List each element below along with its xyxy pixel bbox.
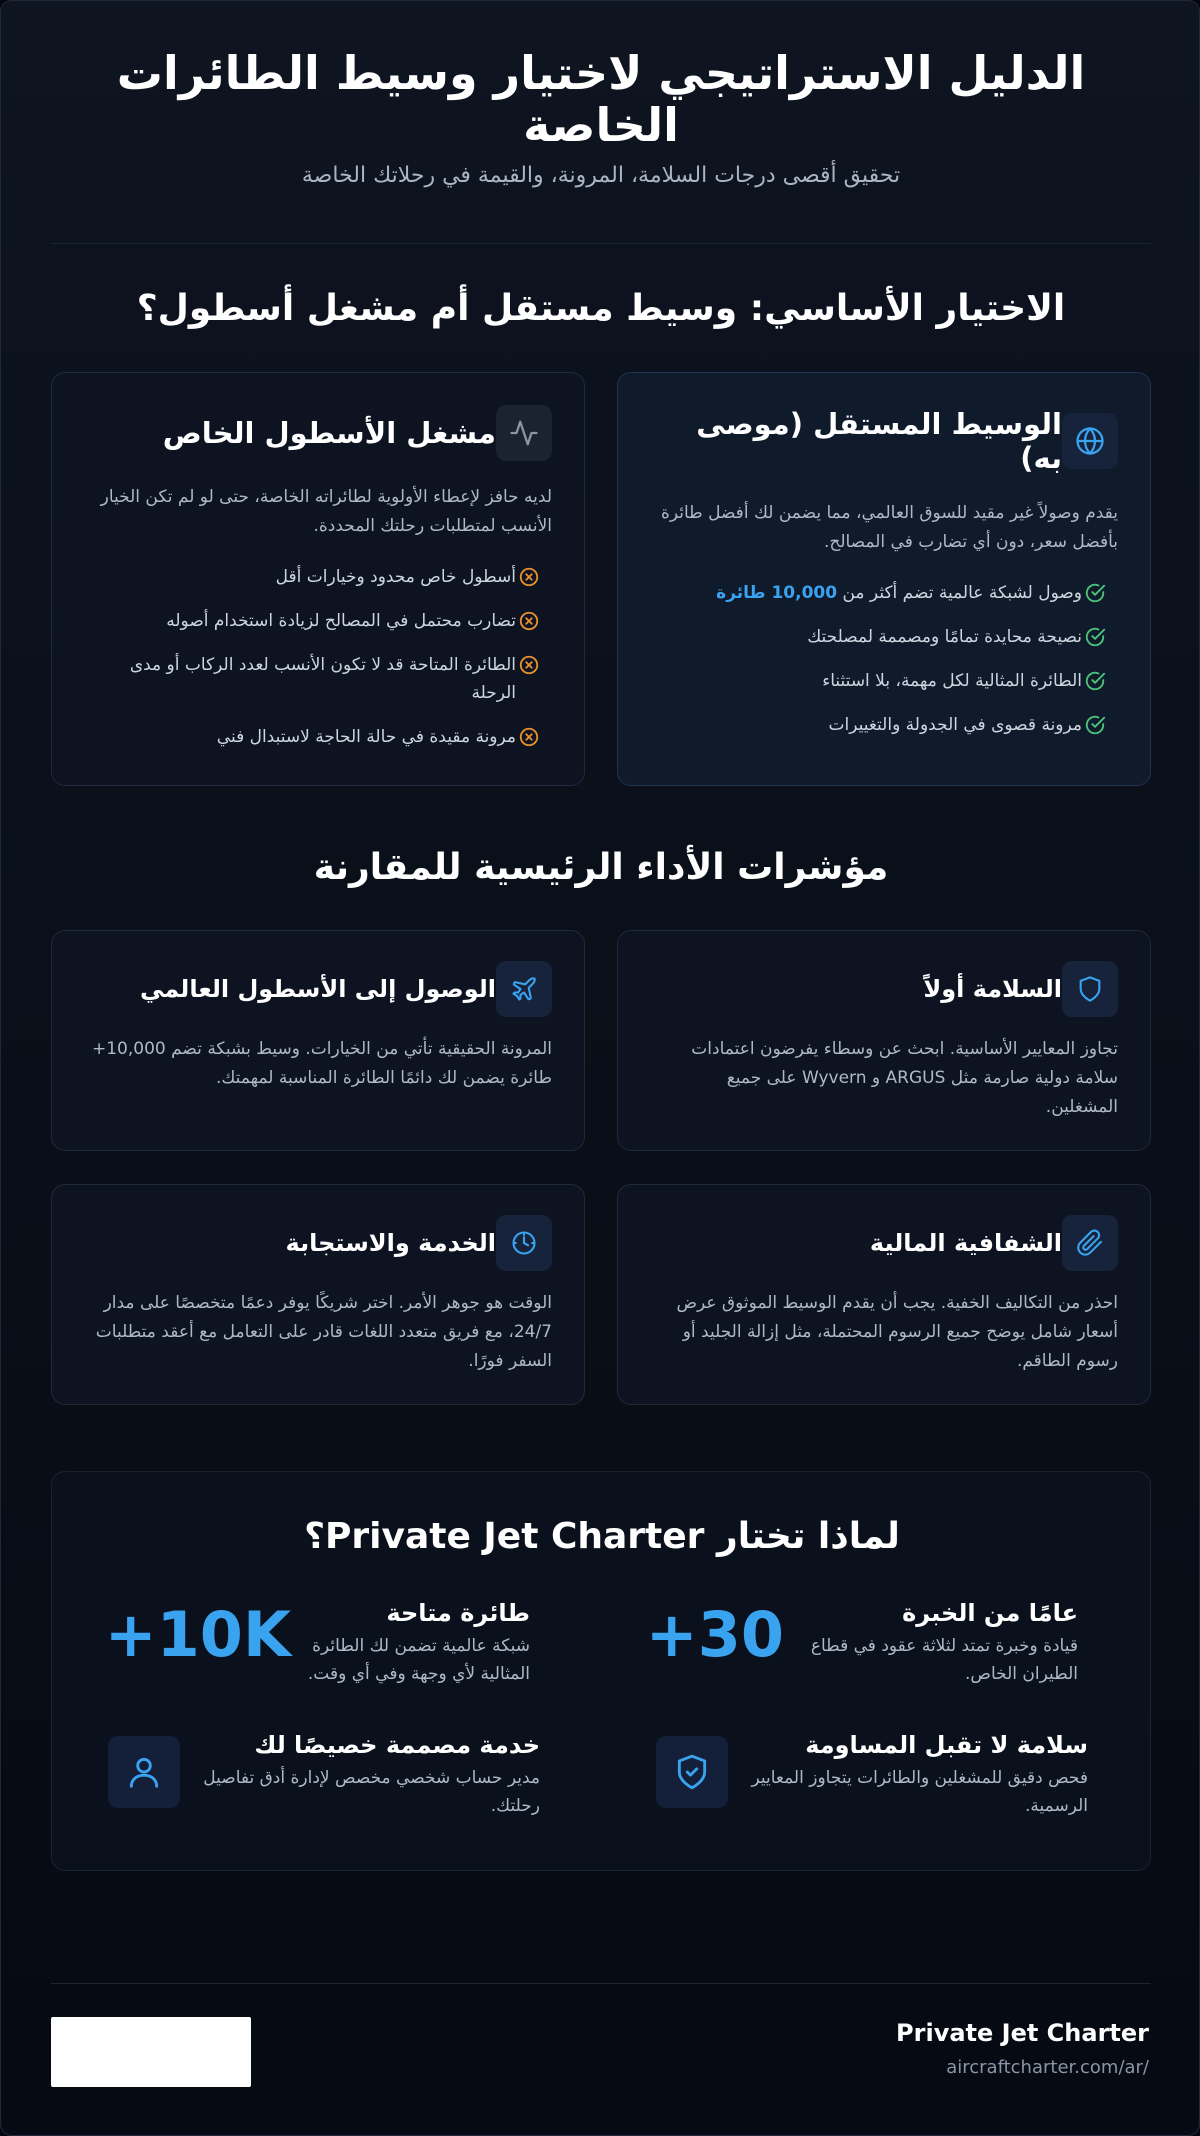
list-item: نصيحة محايدة تمامًا ومصممة لمصلحتك [650, 623, 1108, 651]
kpi-access-description: المرونة الحقيقية تأتي من الخيارات. وسيط بشبكة تضم 10,000+ طائرة يضمن لك دائمًا الطائرة المناسبة لمهمتك. [91, 1039, 552, 1088]
kpi-transparency-card [617, 1184, 1151, 1405]
kpi-safety-description: تجاوز المعايير الأساسية. ابحث عن وسطاء يفرضون اعتمادات سلامة دولية صارمة مثل ARGUS و Wyvern على جميع المشغلين. [691, 1039, 1118, 1117]
fleet-size-highlight: 10,000 طائرة [716, 583, 838, 603]
stat-fleet-value: +10K [104, 1598, 291, 1671]
kpi-service-title: الخدمة والاستجابة [285, 1229, 496, 1257]
page-title: الدليل الاستراتيجي لاختيار وسيط الطائرات الخاصة [116, 46, 1086, 152]
broker-features [650, 579, 1108, 755]
check-icon [1082, 711, 1108, 739]
kpi-service-card [51, 1184, 585, 1405]
stat-experience-label: عامًا من الخبرة [902, 1599, 1078, 1627]
kpi-transparency-title: الشفافية المالية [869, 1229, 1062, 1257]
kpi-transparency-description: احذر من التكاليف الخفية. يجب أن يقدم الوسيط الموثوق عرض أسعار شامل يوضح جميع الرسوم المحتملة، مثل إزالة الجليد أو رسوم الطاقم. [676, 1293, 1118, 1371]
list-item: وصول لشبكة عالمية تضم أكثر من 10,000 طائرة [650, 579, 1108, 607]
stat-service [108, 1730, 540, 1820]
check-icon [1082, 579, 1108, 607]
list-item: تضارب محتمل في المصالح لزيادة استخدام أصوله [84, 607, 542, 635]
kpi-safety-card [617, 930, 1151, 1151]
stat-experience [646, 1598, 1078, 1688]
operator-card-description: لديه حافز لإعطاء الأولوية لطائراته الخاصة، حتى لو لم تكن الخيار الأنسب لمتطلبات رحلتك المحددة. [100, 487, 552, 536]
stat-fleet-sub: شبكة عالمية تضمن لك الطائرة المثالية لأي وجهة وفي أي وقت. [307, 1636, 530, 1684]
footer-brand: Private Jet Charter [896, 2019, 1149, 2047]
list-item: مرونة مقيدة في حالة الحاجة لاستبدال فني [84, 723, 542, 751]
stat-safety-sub: فحص دقيق للمشغلين والطائرات يتجاوز المعايير الرسمية. [751, 1768, 1088, 1816]
paperclip-icon [1062, 1215, 1118, 1271]
cross-icon [516, 723, 542, 751]
broker-card-title: الوسيط المستقل (موصى به) [696, 407, 1062, 475]
plane-icon [496, 961, 552, 1017]
operator-card-title: مشغل الأسطول الخاص [162, 416, 496, 450]
broker-card [617, 372, 1151, 786]
globe-icon [1062, 413, 1118, 469]
footer-logo[interactable] [51, 2017, 251, 2087]
kpi-access-title: الوصول إلى الأسطول العالمي [139, 975, 496, 1003]
footer-divider [51, 1983, 1151, 1984]
stat-safety [656, 1730, 1088, 1820]
clock-icon [496, 1215, 552, 1271]
list-item: الطائرة المثالية لكل مهمة، بلا استثناء [650, 667, 1108, 695]
stat-safety-label: سلامة لا تقبل المساومة [805, 1731, 1088, 1759]
stat-experience-value: +30 [645, 1598, 784, 1671]
cross-icon [516, 651, 542, 679]
list-item: مرونة قصوى في الجدولة والتغييرات [650, 711, 1108, 739]
activity-icon [496, 405, 552, 461]
cross-icon [516, 563, 542, 591]
kpi-section-title: مؤشرات الأداء الرئيسية للمقارنة [313, 847, 889, 888]
kpi-service-description: الوقت هو جوهر الأمر. اختر شريكًا يوفر دعمًا متخصصًا على مدار 24/7، مع فريق متعدد اللغات قادر على التعامل مع أعقد متطلبات السفر فورًا. [95, 1293, 552, 1371]
user-icon [108, 1736, 180, 1808]
stat-fleet [105, 1598, 530, 1688]
cross-icon [516, 607, 542, 635]
header-divider [51, 243, 1151, 244]
broker-card-description: يقدم وصولاً غير مقيد للسوق العالمي، مما يضمن لك أفضل طائرة بأفضل سعر، دون أي تضارب في المصالح. [660, 503, 1118, 552]
check-icon [1082, 667, 1108, 695]
kpi-safety-title: السلامة أولاً [923, 975, 1062, 1003]
stat-service-label: خدمة مصممة خصيصًا لك [254, 1731, 540, 1759]
stat-fleet-label: طائرة متاحة [386, 1599, 530, 1627]
operator-features [84, 563, 542, 767]
why-panel [51, 1471, 1151, 1871]
why-title: لماذا تختار Private Jet Charter؟ [304, 1516, 900, 1557]
operator-card [51, 372, 585, 786]
check-icon [1082, 623, 1108, 651]
footer-url-link[interactable]: aircraftcharter.com/ar/ [946, 2057, 1149, 2078]
kpi-access-card [51, 930, 585, 1151]
shield-icon [1062, 961, 1118, 1017]
stat-service-sub: مدير حساب شخصي مخصص لإدارة أدق تفاصيل رحلتك. [203, 1768, 540, 1816]
shield-check-icon [656, 1736, 728, 1808]
list-item: أسطول خاص محدود وخيارات أقل [84, 563, 542, 591]
list-item: الطائرة المتاحة قد لا تكون الأنسب لعدد الركاب أو مدى الرحلة [84, 651, 542, 707]
stat-experience-sub: قيادة وخبرة تمتد لثلاثة عقود في قطاع الطيران الخاص. [810, 1636, 1078, 1684]
page-subtitle: تحقيق أقصى درجات السلامة، المرونة، والقيمة في رحلاتك الخاصة [301, 163, 901, 188]
choice-section-title: الاختيار الأساسي: وسيط مستقل أم مشغل أسطول؟ [136, 288, 1066, 329]
